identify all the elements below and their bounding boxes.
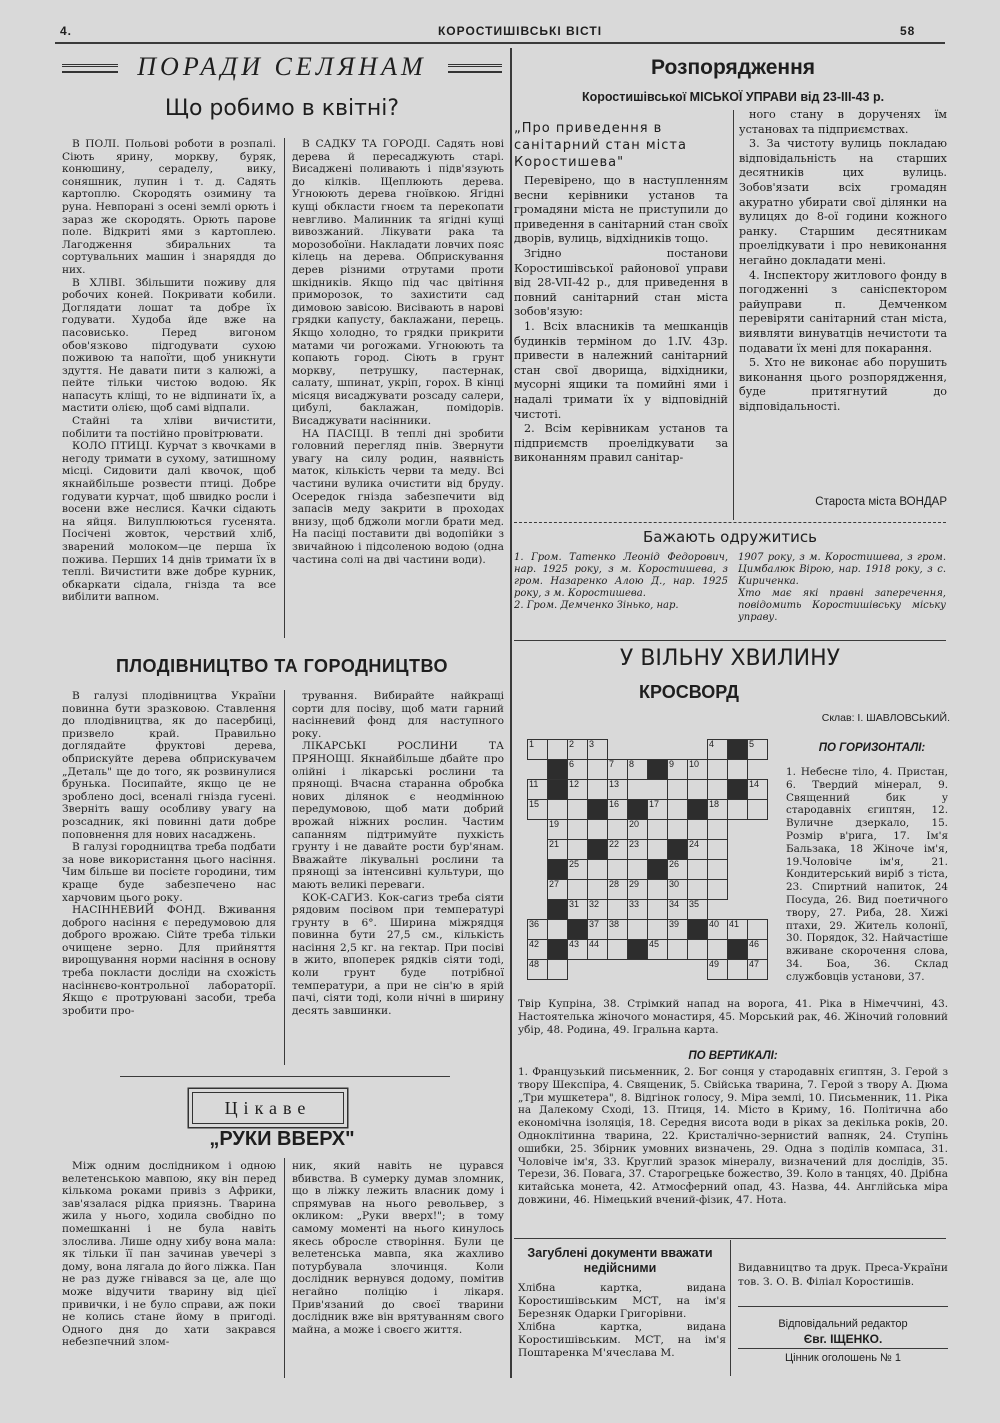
crossword-section-title: У ВІЛЬНУ ХВИЛИНУ bbox=[619, 646, 841, 671]
grid-cell[interactable]: 30 bbox=[668, 880, 688, 900]
grid-row bbox=[528, 800, 768, 820]
villagers-barn: В ХЛІВІ. Збільшити поживу для робочих коней. Покривати кобили. Доглядати лошат та добре їх годувати. Худоба йде вже на пасовисько. Перед вигоном обов'язково підгодувати сухою поживою та напоїти, щоб уникнути здуття. Не давати пити з калюжі, а пейте тільки чистою водою. Як напасуть кліщі, то не відпинати їх, а мастити олією, щоб самі відпали. bbox=[62, 276, 276, 415]
grid-cell[interactable] bbox=[548, 920, 568, 940]
crossword-down-title: ПО ВЕРТИКАЛІ: bbox=[688, 1050, 778, 1062]
grid-row bbox=[528, 960, 768, 980]
fruit-col-2 bbox=[292, 690, 504, 1065]
grid-cell[interactable] bbox=[708, 780, 728, 800]
grid-cell-empty bbox=[648, 780, 668, 800]
marriage-title: Бажають одружитись bbox=[643, 528, 817, 546]
grid-cell[interactable]: 2 bbox=[568, 740, 588, 760]
grid-cell-empty bbox=[748, 820, 768, 840]
grid-cell[interactable]: 23 bbox=[628, 840, 648, 860]
running-title: КОРОСТИШІВСЬКІ ВІСТІ bbox=[437, 24, 603, 38]
grid-cell[interactable]: 6 bbox=[568, 760, 588, 780]
grid-row bbox=[528, 940, 768, 960]
grid-cell[interactable]: 27 bbox=[548, 880, 568, 900]
grid-cell[interactable]: 39 bbox=[668, 920, 688, 940]
order-para-6: 3. За чистоту вулиць покладаю відповідальність на старших десятників цих вулиць. Зобов'язати всіх громадян акуратно убирати свої ділянки на вулицях до 8-ої години кожного ранку. Старшим десятникам проелідкувати і про невиконання негайно докладати мені. bbox=[739, 137, 947, 267]
grid-cell[interactable] bbox=[668, 940, 688, 960]
fruit-treatment: трування. Вибирайте найкращі сорти для посіву, щоб мати гарний насінневий фонд для наступного року. bbox=[292, 690, 504, 740]
grid-cell-empty bbox=[628, 960, 648, 980]
grid-cell-black bbox=[588, 800, 608, 820]
grid-cell[interactable]: 9 bbox=[668, 760, 688, 780]
order-title: Розпорядження bbox=[650, 56, 816, 79]
grid-cell[interactable] bbox=[568, 820, 588, 840]
order-signature: Староста міста ВОНДАР bbox=[815, 496, 947, 508]
price-note: Цінник оголошень № 1 bbox=[785, 1352, 901, 1364]
grid-cell-empty bbox=[688, 960, 708, 980]
grid-cell[interactable] bbox=[608, 900, 628, 920]
grid-cell[interactable] bbox=[588, 880, 608, 900]
grid-cell[interactable] bbox=[648, 840, 668, 860]
grid-cell[interactable] bbox=[688, 880, 708, 900]
grid-cell-black bbox=[628, 800, 648, 820]
grid-cell[interactable]: 18 bbox=[708, 800, 728, 820]
grid-cell[interactable]: 33 bbox=[628, 900, 648, 920]
grid-cell[interactable]: 43 bbox=[568, 940, 588, 960]
bottom-right-divider bbox=[730, 1240, 731, 1376]
grid-cell[interactable]: 15 bbox=[528, 800, 548, 820]
grid-cell[interactable] bbox=[688, 860, 708, 880]
interesting-column-divider bbox=[284, 1158, 285, 1378]
grid-cell-black bbox=[568, 920, 588, 940]
grid-cell[interactable]: 29 bbox=[628, 880, 648, 900]
grid-cell[interactable]: 1 bbox=[528, 740, 548, 760]
grid-cell[interactable]: 22 bbox=[608, 840, 628, 860]
grid-cell-empty bbox=[728, 900, 748, 920]
grid-cell-black bbox=[688, 920, 708, 940]
grid-cell[interactable]: 7 bbox=[608, 760, 628, 780]
grid-row bbox=[528, 840, 768, 860]
grid-cell[interactable]: 38 bbox=[608, 920, 628, 940]
grid-cell[interactable]: 45 bbox=[648, 940, 668, 960]
fruit-vegetables: В галузі городництва треба подбати за нове використання цього насіння. Чим більше ви посієте городини, тим краще буде забезпечено нас харчовим цього року. bbox=[62, 841, 276, 904]
interesting-col-2: ник, який навіть не цурався вбивства. В сумерку думав зломник, що в ліжку лежить власник дому і спрямував на нього револьвер, з окликом: „Руки вверх!"; в тому самому моменті на нього кинулось якесь обросле створіння. Були це велетенська мавпа, яка жахливо потурбувала злочинця. Коли дослідник вернувся додому, помітив негайно поліцію і лікаря. Прив'язаний до своєї тварини дослідник вже він врятуванням свого майна, а може і своєго життя. bbox=[292, 1160, 504, 1336]
grid-cell[interactable] bbox=[748, 800, 768, 820]
header-rule bbox=[55, 42, 945, 44]
publisher-rule bbox=[738, 1306, 948, 1307]
grid-cell[interactable]: 37 bbox=[588, 920, 608, 940]
grid-cell[interactable] bbox=[648, 820, 668, 840]
grid-cell[interactable] bbox=[668, 780, 688, 800]
grid-row bbox=[528, 740, 768, 760]
grid-cell[interactable] bbox=[588, 760, 608, 780]
lost-docs-title: Загублені документи вважати недійсними bbox=[527, 1246, 713, 1275]
grid-cell-empty bbox=[748, 840, 768, 860]
grid-row bbox=[528, 780, 768, 800]
grid-cell[interactable]: 19 bbox=[548, 820, 568, 840]
grid-cell[interactable]: 28 bbox=[608, 880, 628, 900]
grid-cell[interactable] bbox=[728, 760, 748, 780]
marriage-col-2: 1907 року, з м. Коростишева, з гром. Цимбалюк Вірою, нар. 1918 року, з с. Кириченка. Хто має які правні заперечення, повідомить Коростишівську міську управу. bbox=[738, 552, 946, 623]
grid-cell[interactable] bbox=[708, 820, 728, 840]
grid-cell[interactable] bbox=[728, 960, 748, 980]
grid-cell-black bbox=[648, 760, 668, 780]
grid-cell-empty bbox=[588, 960, 608, 980]
grid-cell[interactable]: 34 bbox=[668, 900, 688, 920]
grid-cell[interactable]: 13 bbox=[608, 780, 628, 800]
grid-cell[interactable] bbox=[608, 860, 628, 880]
grid-cell[interactable] bbox=[648, 900, 668, 920]
grid-cell[interactable]: 25 bbox=[568, 860, 588, 880]
grid-cell-black bbox=[548, 900, 568, 920]
fruit-orchard: В галузі плодівництва України повинна бути зразковою. Ставлення до плодівництва, як до пасербиці, призвело край. Правильно доглядайте фруктові дерева, обприскуйте дерева обприскувачем „Деталь" ще до того, як розвинулися брунька. Посипайте, якщо це не зроблено досі, всеналі гнізда гусені. Зверніть вашу особливу увагу на розсадник, які повинні дати добре поповнення для нових насаджень. bbox=[62, 690, 276, 841]
interesting-label-box bbox=[192, 1092, 344, 1124]
grid-cell-empty bbox=[528, 840, 548, 860]
villagers-banner bbox=[62, 52, 502, 86]
grid-cell-empty bbox=[748, 900, 768, 920]
grid-cell-empty bbox=[688, 780, 708, 800]
grid-cell-empty bbox=[648, 960, 668, 980]
grid-cell[interactable]: 24 bbox=[688, 840, 708, 860]
villagers-stables: Стайні та хліви вичистити, побілити та постійно провітрювати. bbox=[62, 415, 276, 440]
grid-cell-empty bbox=[748, 880, 768, 900]
grid-row bbox=[528, 860, 768, 880]
fruit-column-divider bbox=[284, 690, 285, 1065]
villagers-article-title: Що робимо в квітні? bbox=[164, 96, 400, 121]
grid-cell[interactable]: 49 bbox=[708, 960, 728, 980]
grid-cell-black bbox=[548, 860, 568, 880]
grid-cell[interactable] bbox=[728, 800, 748, 820]
grid-cell-black bbox=[668, 840, 688, 860]
banner-rule-right bbox=[448, 64, 502, 73]
grid-cell[interactable]: 35 bbox=[688, 900, 708, 920]
fruit-seed-fund: НАСІННЕВИЙ ФОНД. Вживання доброго насіння є передумовою для доброго врожаю. Сійте треба тільки очищене зерно. Для прийняття вирощування норми насіння в основу треба покласти досліди на схожість насіннєво-контрольної лабораторії. Якщо є протруювані засоби, треба зробити про- bbox=[62, 904, 276, 1017]
grid-cell[interactable]: 20 bbox=[628, 820, 648, 840]
grid-cell[interactable] bbox=[608, 940, 628, 960]
grid-cell-empty bbox=[528, 860, 548, 880]
grid-cell-black bbox=[548, 760, 568, 780]
grid-cell[interactable]: 32 bbox=[588, 900, 608, 920]
grid-cell[interactable] bbox=[708, 760, 728, 780]
grid-cell[interactable]: 11 bbox=[528, 780, 548, 800]
grid-cell[interactable] bbox=[708, 940, 728, 960]
interesting-title: „РУКИ ВВЕРХ" bbox=[209, 1128, 355, 1150]
grid-cell-black bbox=[548, 780, 568, 800]
grid-cell-empty bbox=[528, 900, 548, 920]
grid-row bbox=[528, 760, 768, 780]
crossword-grid bbox=[527, 739, 768, 980]
grid-cell-empty bbox=[728, 860, 748, 880]
grid-cell[interactable] bbox=[688, 940, 708, 960]
main-column-divider bbox=[510, 48, 512, 1378]
grid-cell-empty bbox=[668, 740, 688, 760]
grid-cell-empty bbox=[648, 740, 668, 760]
grid-cell[interactable]: 42 bbox=[528, 940, 548, 960]
grid-cell[interactable]: 10 bbox=[688, 760, 708, 780]
grid-row bbox=[528, 880, 768, 900]
grid-cell-black bbox=[688, 800, 708, 820]
grid-cell-empty bbox=[608, 960, 628, 980]
grid-cell-empty bbox=[668, 960, 688, 980]
grid-cell-black bbox=[728, 780, 748, 800]
banner-rule-left bbox=[62, 64, 118, 73]
order-col-2 bbox=[739, 108, 947, 488]
grid-cell-empty bbox=[608, 740, 628, 760]
marriage-col-1: 1. Гром. Татенко Леонід Федорович, нар. 1925 року, з м. Коростишева, з гром. Назаренко Алою Д., нар. 1925 року, з м. Коростишева. 2. Гром. Демченко Зінько, нар. bbox=[514, 552, 728, 611]
fruit-col-1 bbox=[62, 690, 276, 1065]
crossword-title: КРОСВОРД bbox=[638, 682, 739, 702]
grid-cell[interactable] bbox=[668, 820, 688, 840]
grid-cell[interactable]: 40 bbox=[708, 920, 728, 940]
grid-cell[interactable] bbox=[668, 800, 688, 820]
grid-cell[interactable]: 26 bbox=[668, 860, 688, 880]
grid-cell[interactable] bbox=[548, 960, 568, 980]
fruit-kok-sagyz: КОК-САГИЗ. Кок-сагиз треба сіяти рядовим посівом при температурі грунту в 6°. Ширина міжрядця повинна бути 27,5 см., кількість насіння 2,5 кг. на гектар. При посіві в жито, впоперек рядків сіяти тоді, коли грунт буде потрібної температури, а при не сін'ю в ярій пачі, сіяти тоді, коли нічні в ширину десять завшинки. bbox=[292, 891, 504, 1017]
villagers-poultry: КОЛО ПТИЦІ. Курчат з квочками в негоду тримати в сухому, затишному місці. Сидовити далі квочок, щоб якнайбільше розвести птиці. Добре годувати курчат, щоб швидко росли і восени вже неслися. Качки сідають на яйця. Вилуплюються гусенята. Посіченi жовток, черствий хліб, зварений молоком—це перша їх пожива. Перших 14 днів тримати їх в теплі. Вичистити вже добре курник, обкаркати сідала, гнізда та все вибілити вапном. bbox=[62, 440, 276, 604]
crossword-across-full: Твір Купріна, 38. Стрімкий напад на ворога, 41. Ріка в Німеччині, 43. Настоятелька жіночого монастиря, 45. Морський рак, 46. Жіночий головний убір, 48. Родина, 49. Ігральна карта. bbox=[518, 998, 948, 1036]
villagers-garden: В САДКУ ТА ГОРОДІ. Садять нові дерева й пересаджують старі. Висаджені поливають і підв'язують до кілків. Щеплюють дерева. Угноюють дерева гноївкою. Ягідні кущі обкласти гноєм та перекопати невгливо. Малинник та ягідні кущі вивозжаний. Лікувати рака та морозобоїни. Накладати ловчих пояс кілець на дерева. Обприскування дерев різними отрутами проти шкідників. Якщо під час цвітіння приморозок, то захистити сад димовою завісою. Висівають в нарові грядки капусту, баклажани, перець. Якщо холодно, то грядки прикрити матами чи рогожами. Угноюють та копають город. Сіють в грунт моркву, петрушку, пастернак, салату, шпинат, укріп, горох. В кінці місяця висаджувати розсаду салери, цибулі, баклажан, помідорів. Висаджувати насінники. bbox=[292, 138, 504, 428]
villagers-apiary: НА ПАСІЦІ. В теплі дні зробити головний перегляд пнів. Звернути увагу на силу родин, наявність маток, кількість черви та меду. Всі частини вулика очистити від бруду. Осередок гнізда забезпечити від запасів меду закрити в проходах внизу, щоб бджоли могли брати мед. На пасіці поставити дві водопійки з звичайною і підсоленою водою (одна частина солі на дві частини води). bbox=[292, 427, 504, 566]
villagers-column-divider bbox=[284, 138, 285, 638]
grid-cell-black bbox=[648, 860, 668, 880]
grid-cell[interactable]: 8 bbox=[628, 760, 648, 780]
villagers-col-2 bbox=[292, 138, 504, 638]
grid-cell[interactable] bbox=[748, 920, 768, 940]
grid-cell[interactable]: 21 bbox=[548, 840, 568, 860]
order-heading: „Про приведення в санітарний стан міста Коростишева" bbox=[514, 121, 687, 170]
order-para-5: ного стану в дорученях їм установах та підприємствах. bbox=[739, 108, 947, 136]
grid-cell-empty bbox=[628, 780, 648, 800]
grid-cell[interactable]: 44 bbox=[588, 940, 608, 960]
interesting-col-1: Між одним дослідником і одною велетенською мавпою, яку він перед кількома роками привіз з Африки, зав'язалася рідка приязнь. Тварина жила у нього, ходила свобідно по помешканні і не була навіть злослива. Лише одну хибу вона мала: як тільки її пан зачинав увечері з дому, вона лягала до його ліжка. Пан не раз дуже гнівався за це, але що може відучити тварину від цієї привички, і не було справи, аж поки не колись стане йому в пригоді. Одного дня до хати закрався небезпечний злом- bbox=[62, 1160, 276, 1349]
grid-cell[interactable]: 4 bbox=[708, 740, 728, 760]
grid-cell[interactable] bbox=[648, 920, 668, 940]
grid-cell[interactable]: 14 bbox=[748, 780, 768, 800]
interesting-top-rule bbox=[120, 1076, 450, 1077]
grid-cell[interactable]: 46 bbox=[748, 940, 768, 960]
grid-cell[interactable]: 36 bbox=[528, 920, 548, 940]
editor-name: Євг. ІЩЕНКО. bbox=[803, 1332, 883, 1346]
marriage-rule bbox=[514, 522, 946, 523]
fruit-title: ПЛОДІВНИЦТВО ТА ГОРОДНИЦТВО bbox=[115, 656, 449, 676]
interesting-label: Цікаве bbox=[224, 1098, 312, 1118]
grid-cell-empty bbox=[528, 880, 548, 900]
lost-docs-text: Хлібна картка, видана Коростишівським МСТ, на ім'я Березняк Одарки Григорівни. Хлібна картка, видана Коростишівським. МСТ, на ім'я Поштаренка М'ячеслава М. bbox=[518, 1282, 726, 1359]
grid-cell[interactable] bbox=[628, 920, 648, 940]
grid-cell[interactable]: 12 bbox=[568, 780, 588, 800]
grid-row bbox=[528, 820, 768, 840]
grid-cell-empty bbox=[728, 880, 748, 900]
villagers-section-title: ПОРАДИ СЕЛЯНАМ bbox=[137, 52, 427, 81]
bottom-right-rule bbox=[514, 1238, 946, 1239]
crossword-author: Склав: І. ШАВЛОВСЬКИЙ. bbox=[821, 712, 950, 724]
grid-cell-black bbox=[548, 940, 568, 960]
grid-cell-empty bbox=[568, 960, 588, 980]
grid-cell-empty bbox=[748, 860, 768, 880]
grid-cell[interactable] bbox=[548, 800, 568, 820]
grid-cell[interactable] bbox=[588, 780, 608, 800]
order-subtitle: Коростишівської МІСЬКОЇ УПРАВИ від 23-ІІІ-43 р. bbox=[581, 90, 885, 104]
grid-cell[interactable] bbox=[548, 740, 568, 760]
order-para-7: 4. Інспектору житлового фонду в погодженні з саніспектором райуправи п. Демченком перевіряти санітарний стан міста, виявляти винуватців нечистоти та подавати їх мені для покарання. bbox=[739, 268, 947, 355]
grid-cell-empty bbox=[688, 740, 708, 760]
order-column-divider bbox=[733, 110, 734, 520]
order-para-2: Згідно постанови Коростишівської районової управи від 28-VII-42 р., для приведення в повний санітарний стан міста зобов'язую: bbox=[514, 246, 728, 319]
grid-cell-black bbox=[728, 740, 748, 760]
grid-cell[interactable] bbox=[608, 820, 628, 840]
grid-cell[interactable] bbox=[588, 860, 608, 880]
grid-row bbox=[528, 920, 768, 940]
order-para-3: 1. Всіх власників та мешканців будинків терміном до 1.IV. 43р. привести в належний санітарний стан свої дворища, відхідники, мусорні ящики та помийні ями і надалі тримати їх у відповідній чистоті. bbox=[514, 319, 728, 421]
grid-cell-black bbox=[588, 840, 608, 860]
grid-cell[interactable] bbox=[708, 840, 728, 860]
grid-cell-empty bbox=[528, 820, 548, 840]
grid-cell-empty bbox=[708, 900, 728, 920]
crossword-across-side: 1. Небесне тіло, 4. Пристан, 6. Твердий мінерал, 9. Священний бик у стародавніх єгиптян, 12. Вуличне дзеркало, 15. Розмір в'рига, 17. Ім'я Бальзака, 18 Жіноче ім'я, 19.Чоловіче ім'я, 21. Кондитерський виріб з тіста, 23. Спиртний напиток, 24 Посуда, 26. Вид поетичного твору, 27. Риба, 28. Хижі птахи, 29. Житель колонії, 30. Порядок, 32. Найчастіше вживане скорочення слова, 34. Боа, 36. Склад службовців установи, 37. bbox=[786, 766, 948, 983]
page-number-right: 58 bbox=[900, 24, 916, 38]
grid-cell-empty bbox=[728, 840, 748, 860]
grid-cell[interactable] bbox=[568, 840, 588, 860]
grid-cell[interactable] bbox=[688, 820, 708, 840]
grid-cell[interactable] bbox=[568, 800, 588, 820]
page-number-left: 4. bbox=[60, 24, 73, 38]
grid-cell[interactable] bbox=[628, 860, 648, 880]
grid-cell-black bbox=[628, 940, 648, 960]
grid-cell[interactable]: 48 bbox=[528, 960, 548, 980]
price-rule bbox=[738, 1348, 948, 1349]
fruit-medicinal: ЛІКАРСЬКІ РОСЛИНИ ТА ПРЯНОЩІ. Якнайбільше дбайте про олійні і лікарські рослини та прянощі. Вчасна старанна обробка нових ділянок є неодмінною передумовою, щоб мати добрий врожай ніжних рослин. Частим сапанням підтримуйте пухкість грунту і не давайте рости бур'янам. Вважайте лікувальні рослини та прянощі за інтенсивні культури, що мають великі переваги. bbox=[292, 740, 504, 891]
publisher-info: Видавництво та друк. Преса-України тов. З. О. В. Філіал Коростишів. bbox=[738, 1262, 948, 1288]
grid-cell-empty bbox=[628, 740, 648, 760]
grid-cell[interactable]: 41 bbox=[728, 920, 748, 940]
grid-cell[interactable] bbox=[648, 880, 668, 900]
grid-cell[interactable] bbox=[568, 880, 588, 900]
grid-cell[interactable]: 17 bbox=[648, 800, 668, 820]
grid-cell[interactable] bbox=[708, 880, 728, 900]
crossword-across-title: ПО ГОРИЗОНТАЛІ: bbox=[818, 742, 926, 754]
crossword-down: 1. Французький письменник, 2. Бог сонця у стародавніх єгиптян, 3. Герой з твору Шекспіра, 4. Священик, 5. Свійська тварина, 7. Герой з твору А. Дюма „Три мушкетера", 8. Відгінок голосу, 9. Міра землі, 10. Письменник, 11. Ріка на Далекому Сході, 13. Птиця, 14. Місто в Криму, 16. Політична або економічна ізоляція, 18. Середня висота води в ріках за декілька років, 20. Одноклітинна тварина, 22. Кристалічно-зернистий вапняк, 24. Ступінь ошибки, 25. Збірник умовних визначень, 29. Одна з поділів компаса, 31. Чоловіче ім'я, 33. Круглий зразок мінералу, визначений для дослідів, 35. Терези, 36. Повага, 37. Старогрецьке божество, 39. Коло в танцях, 40. Дрібна китайська монета, 42. Атмосферний опад, 43. Назва, 44. Англійська міра довжини, 46. Німецький вчений-фізик, 47. Нота. bbox=[518, 1066, 948, 1206]
grid-cell[interactable] bbox=[588, 820, 608, 840]
grid-cell[interactable]: 47 bbox=[748, 960, 768, 980]
grid-cell[interactable]: 5 bbox=[748, 740, 768, 760]
grid-cell-empty bbox=[528, 760, 548, 780]
grid-row bbox=[528, 900, 768, 920]
villagers-col-1 bbox=[62, 138, 276, 638]
grid-cell[interactable]: 16 bbox=[608, 800, 628, 820]
marriage-bottom-rule bbox=[514, 640, 946, 641]
grid-cell[interactable]: 3 bbox=[588, 740, 608, 760]
order-para-1: Перевірено, що в наступленням весни керівники установ та громадяни міста не приступили до приведення в санітарний стан своїх дворів, вулиць, відхідників тощо. bbox=[514, 174, 728, 246]
grid-cell-empty bbox=[748, 760, 768, 780]
order-col-1 bbox=[514, 174, 728, 514]
editor-label: Відповідальний редактор bbox=[778, 1318, 908, 1330]
grid-cell-empty bbox=[728, 820, 748, 840]
villagers-field: В ПОЛІ. Польові роботи в розпалі. Сіють ярину, моркву, буряк, конюшину, сераделу, вику, соняшник, лупин і т. д. Садять картоплю. Скородять озимину та руна. Невпорані з осені землі орють і зараз же скородять. Орють парове поле. Відкриті ями з картоплею. Лагодження збиральних та сортувальних машин і знаряддя до них. bbox=[62, 138, 276, 276]
grid-cell[interactable]: 31 bbox=[568, 900, 588, 920]
grid-cell-black bbox=[728, 940, 748, 960]
order-para-8: 5. Хто не виконає або порушить виконання цього розпорядження, буде притягнутий до відповідальності. bbox=[739, 356, 947, 413]
grid-cell[interactable] bbox=[708, 860, 728, 880]
order-para-4: 2. Всім керівникам установ та підприємств проелідкувати за виконанням правил санітар- bbox=[514, 422, 728, 465]
